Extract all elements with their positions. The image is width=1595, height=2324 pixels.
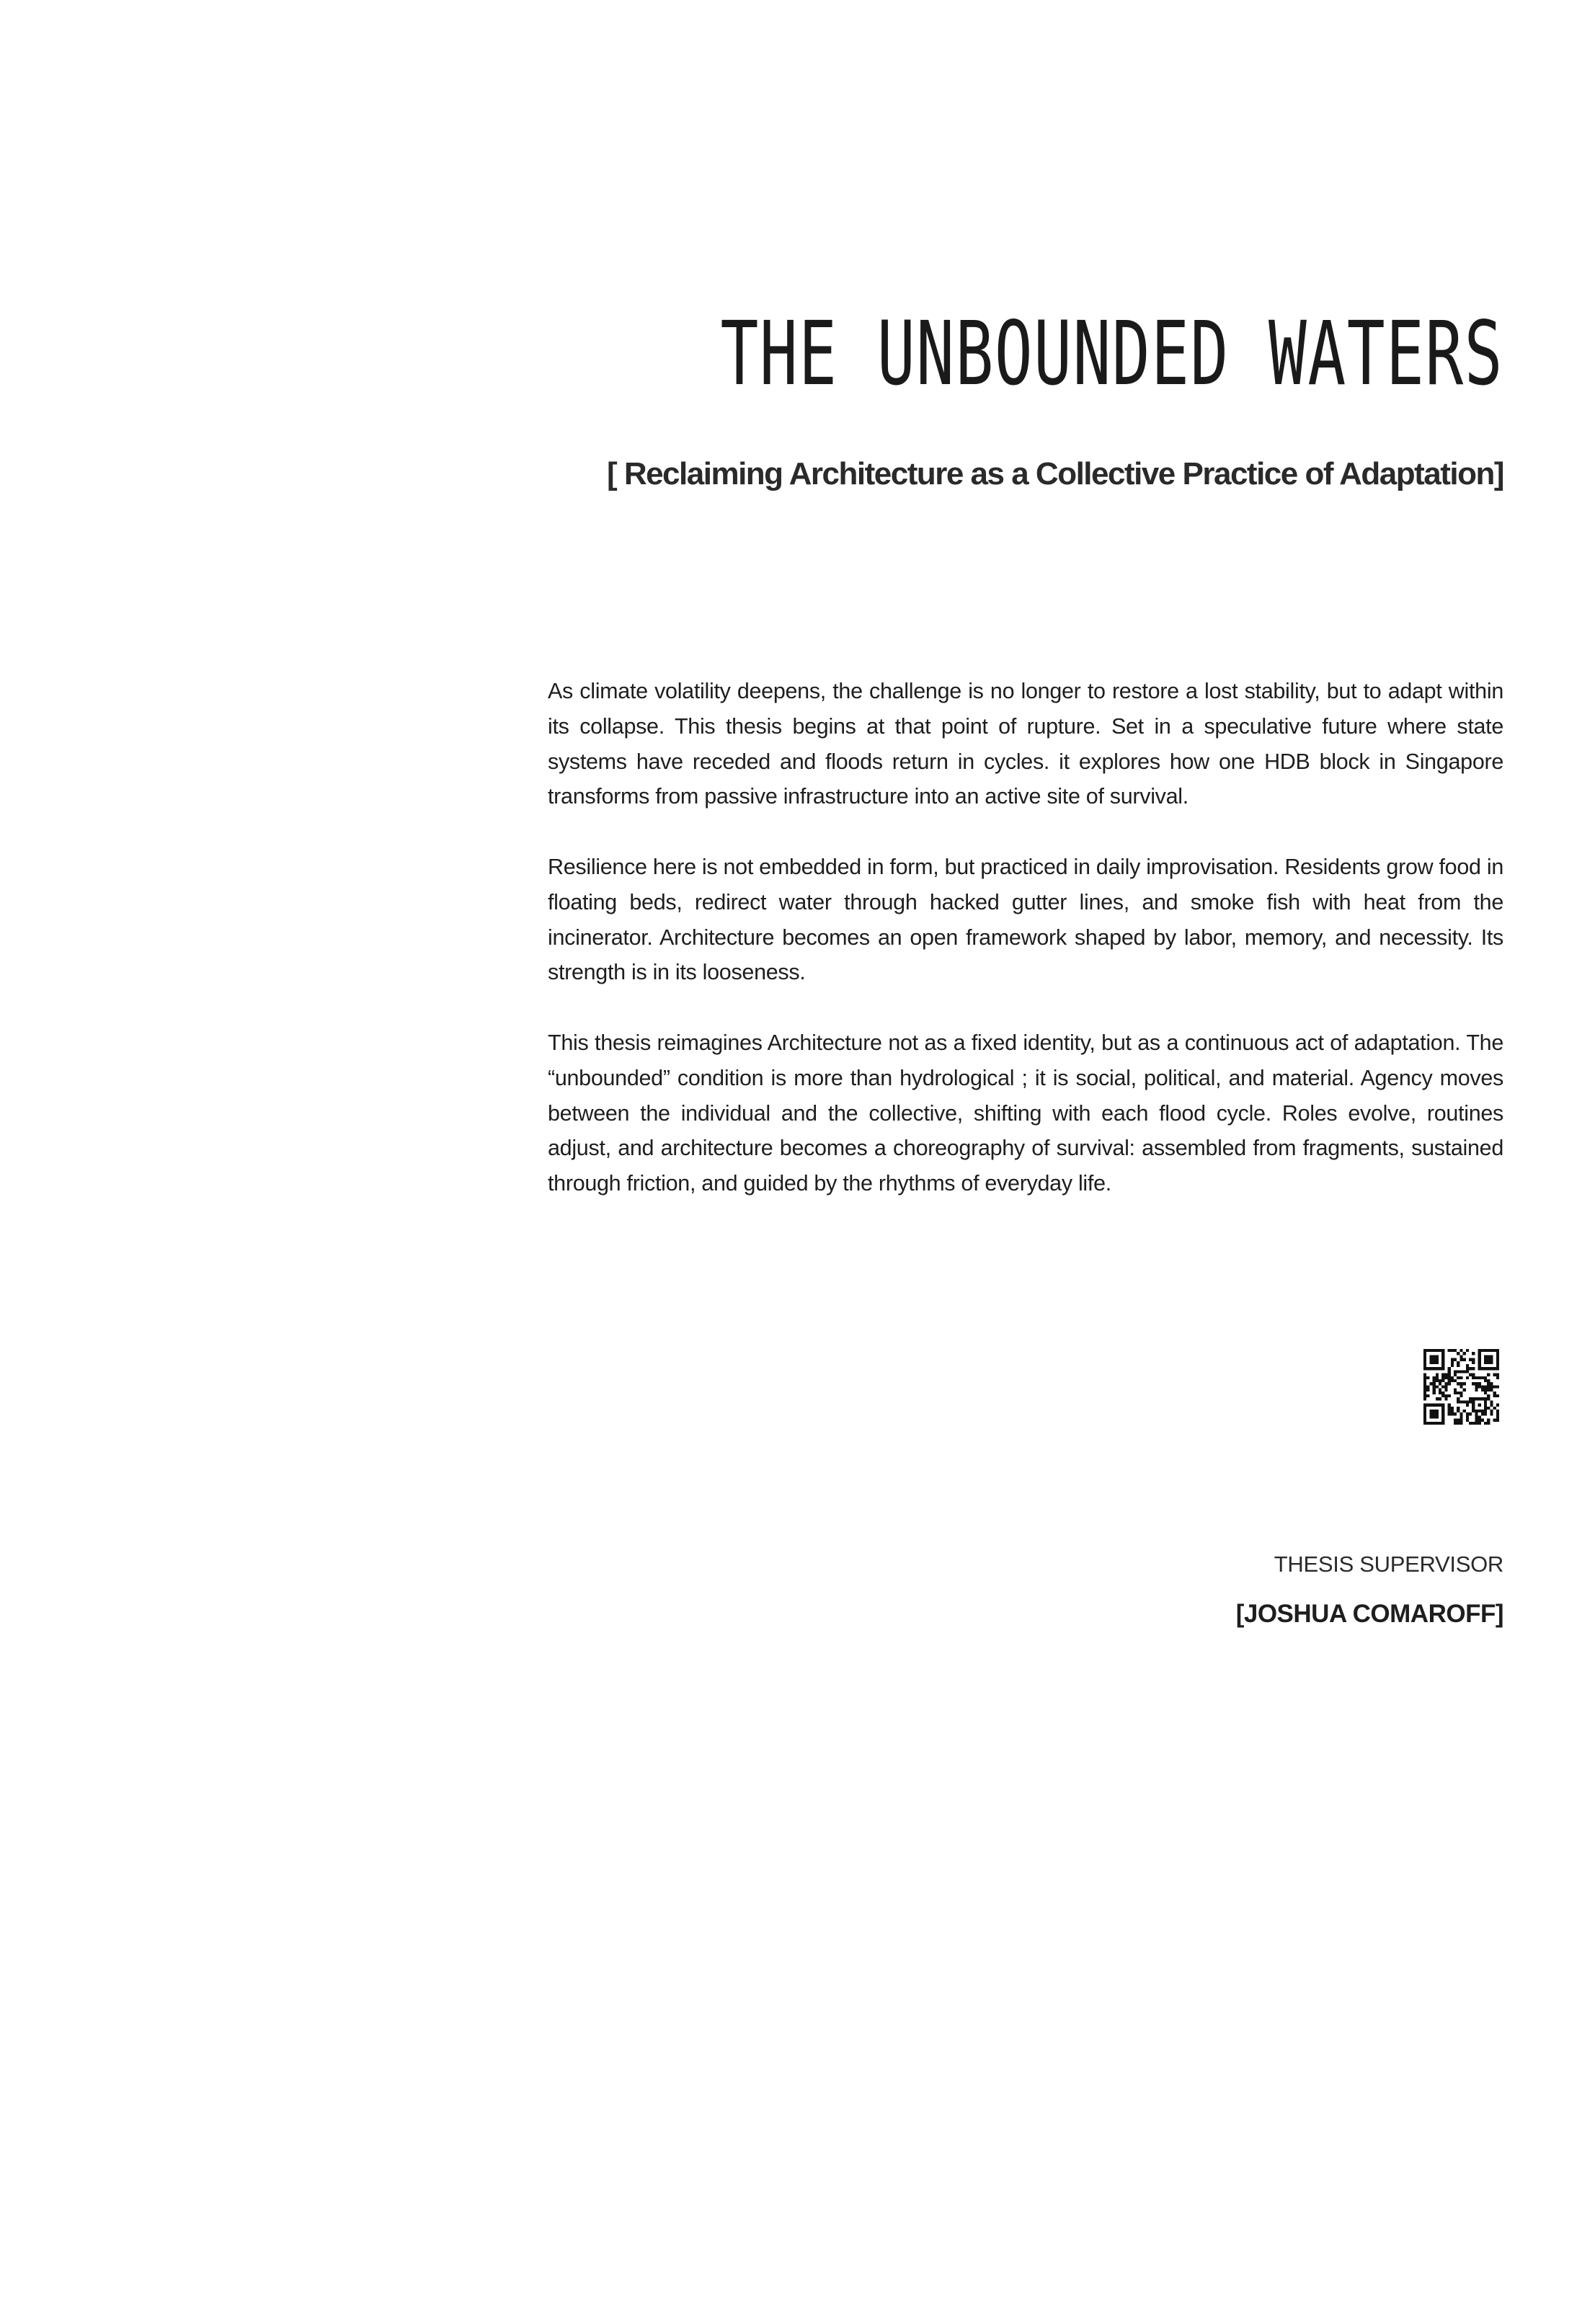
thesis-title: THE UNBOUNDED WATERS: [720, 303, 1503, 405]
abstract-paragraph: As climate volatility deepens, the challenge is no longer to restore a lost stability, but to adapt within its collapse. This thesis begins at that point of rupture. Set in a speculative future where state systems have receded and floods return in cycles. it explores how one HDB block in Singapore transforms from passive infrastructure into an active site of survival.: [548, 679, 1503, 809]
qr-code-icon[interactable]: [1423, 1349, 1499, 1425]
thesis-subtitle: [ Reclaiming Architecture as a Collective Practice of Adaptation]: [606, 456, 1503, 491]
abstract: [548, 674, 1503, 1237]
supervisor-name: [JOSHUA COMAROFF]: [1235, 1600, 1503, 1628]
supervisor-label: THESIS SUPERVISOR: [1274, 1551, 1503, 1577]
abstract-paragraph: Resilience here is not embedded in form, but practiced in daily improvisation. Residents grow food in floating beds, redirect water through hacked gutter lines, and smoke fish with heat from the incinerator. Architecture becomes an open framework shaped by labor, memory, and necessity. Its strength is in its looseness.: [548, 854, 1503, 985]
abstract-paragraph: This thesis reimagines Architecture not as a fixed identity, but as a continuous act of adaptation. The “unbounded” condition is more than hydrological ; it is social, political, and material. Agency moves between the individual and the collective, shifting with each flood cycle. Roles evolve, routines adjust, and architecture becomes a choreography of survival: assembled from fragments, sustained through friction, and guided by the rhythms of everyday life.: [548, 1030, 1503, 1196]
